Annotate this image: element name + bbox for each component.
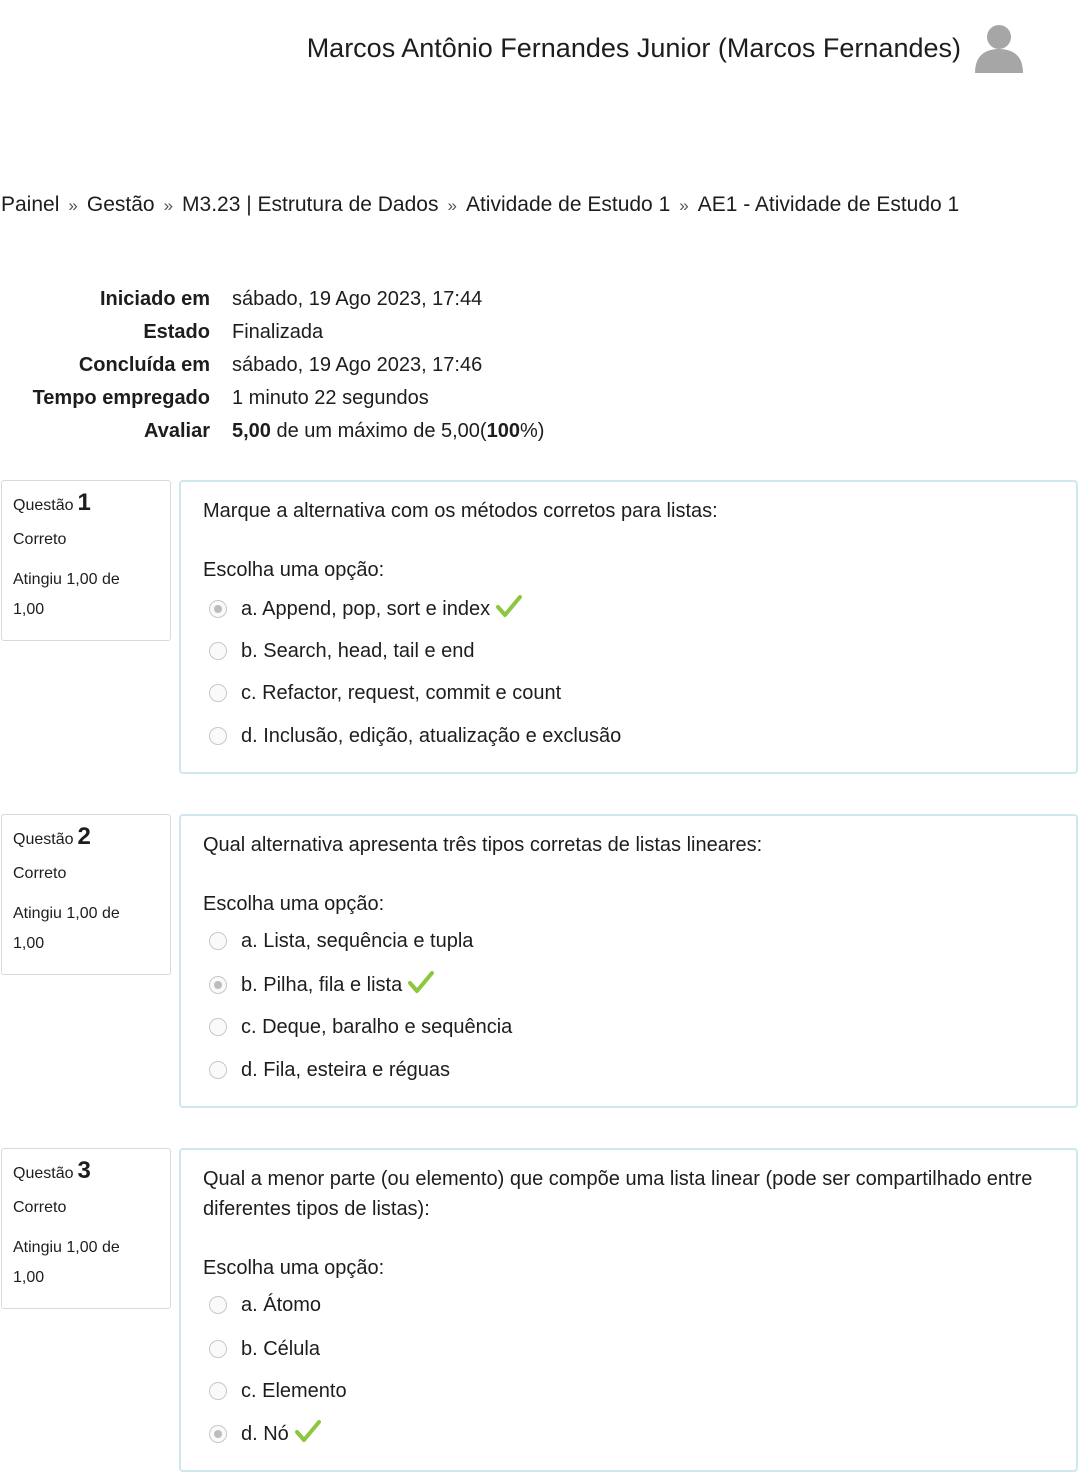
summary-row-state [0,316,544,349]
question-grade: Atingiu 1,00 de 1,00 [13,1239,120,1286]
option-b[interactable] [209,636,475,666]
option-label: c. Deque, baralho e sequência [241,1015,513,1038]
option-c[interactable] [209,678,561,708]
summary-value: Finalizada [232,321,324,343]
option-label: a. Lista, sequência e tupla [241,929,474,952]
grade-percent: 100 [486,420,520,442]
grade-score: 5,00 [232,420,271,442]
summary-value [232,420,544,443]
check-icon [295,1419,321,1449]
breadcrumb-separator: » [68,196,78,215]
question-content [179,480,1078,774]
option-d[interactable] [209,1419,321,1449]
option-label: c. Elemento [241,1379,347,1402]
question-info [1,1148,171,1309]
radio-button[interactable] [209,1018,227,1036]
radio-button[interactable] [209,1296,227,1314]
breadcrumb-painel[interactable]: Painel [1,193,60,216]
radio-button[interactable] [209,684,227,702]
option-label: b. Pilha, fila e lista [241,973,403,996]
check-icon [496,594,522,624]
radio-button[interactable] [209,1340,227,1358]
summary-row-grade [0,415,544,448]
option-label: b. Célula [241,1337,320,1360]
radio-button-selected[interactable] [209,600,227,618]
summary-row-completed [0,349,544,382]
breadcrumb-activity[interactable]: AE1 - Atividade de Estudo 1 [697,193,960,216]
radio-button-selected[interactable] [209,1425,227,1443]
summary-value: sábado, 19 Ago 2023, 17:46 [232,354,483,376]
radio-button[interactable] [209,932,227,950]
avatar-icon[interactable] [971,20,1027,76]
breadcrumb-separator: » [447,196,457,215]
radio-button[interactable] [209,1061,227,1079]
summary-label: Estado [143,321,210,343]
summary-label: Iniciado em [99,288,210,310]
user-menu[interactable] [307,20,1027,76]
grade-max: de um máximo de 5,00( [270,420,487,442]
question-content [179,1148,1078,1472]
question-number-value: 1 [77,489,91,516]
breadcrumb [1,193,959,217]
option-b[interactable] [209,1334,320,1364]
option-label: b. Search, head, tail e end [241,639,475,662]
question-label: Questão [13,831,74,848]
user-name[interactable]: Marcos Antônio Fernandes Junior (Marcos Fernandes) [306,32,961,63]
question-label: Questão [13,497,74,514]
question-prompt: Escolha uma opção: [203,559,385,581]
question-grade: Atingiu 1,00 de 1,00 [13,571,120,618]
radio-button[interactable] [209,1382,227,1400]
option-label: a. Append, pop, sort e index [241,597,491,620]
question-number-value: 2 [77,823,91,850]
breadcrumb-course[interactable]: M3.23 | Estrutura de Dados [182,193,439,216]
summary-row-started [0,283,544,316]
option-label: d. Fila, esteira e réguas [241,1058,450,1081]
option-c[interactable] [209,1012,512,1042]
radio-button-selected[interactable] [209,976,227,994]
radio-button[interactable] [209,642,227,660]
option-c[interactable] [209,1376,347,1406]
attempt-summary [0,283,544,448]
question-label: Questão [13,1165,74,1182]
question-state: Correto [13,865,67,882]
question-info [1,814,171,975]
option-label: d. Inclusão, edição, atualização e exclusão [241,724,622,747]
question-number [13,489,159,519]
option-label: c. Refactor, request, commit e count [241,681,562,704]
question-text: Qual a menor parte (ou elemento) que compõe uma lista linear (pode ser compartilhado entre diferentes tipos de listas): [203,1168,1033,1220]
question-number-value: 3 [77,1157,91,1184]
question-number [13,823,159,853]
summary-label: Concluída em [78,354,210,376]
option-a[interactable] [209,1290,321,1320]
breadcrumb-section[interactable]: Atividade de Estudo 1 [465,193,671,216]
question-prompt: Escolha uma opção: [203,1257,385,1279]
question-content [179,814,1078,1108]
grade-percent-sign: %) [519,420,545,442]
summary-row-time [0,382,544,415]
question-grade: Atingiu 1,00 de 1,00 [13,905,120,952]
summary-value: 1 minuto 22 segundos [232,387,429,409]
question-state: Correto [13,1199,67,1216]
option-b[interactable] [209,970,434,1000]
question-info [1,480,171,641]
breadcrumb-separator: » [679,196,689,215]
summary-label: Tempo empregado [32,387,210,409]
summary-value: sábado, 19 Ago 2023, 17:44 [232,288,483,310]
question-number [13,1157,159,1187]
breadcrumb-gestao[interactable]: Gestão [86,193,155,216]
question-state: Correto [13,531,67,548]
check-icon [408,970,434,1000]
breadcrumb-separator: » [163,196,174,215]
option-d[interactable] [209,1055,450,1085]
option-a[interactable] [209,594,522,624]
question-text: Qual alternativa apresenta três tipos corretas de listas lineares: [203,834,763,856]
option-label: d. Nó [241,1422,289,1445]
question-prompt: Escolha uma opção: [203,893,385,915]
question-text: Marque a alternativa com os métodos corretos para listas: [203,500,718,522]
option-d[interactable] [209,721,621,751]
option-a[interactable] [209,926,473,956]
radio-button[interactable] [209,727,227,745]
summary-label: Avaliar [144,420,210,442]
option-label: a. Átomo [241,1293,322,1316]
